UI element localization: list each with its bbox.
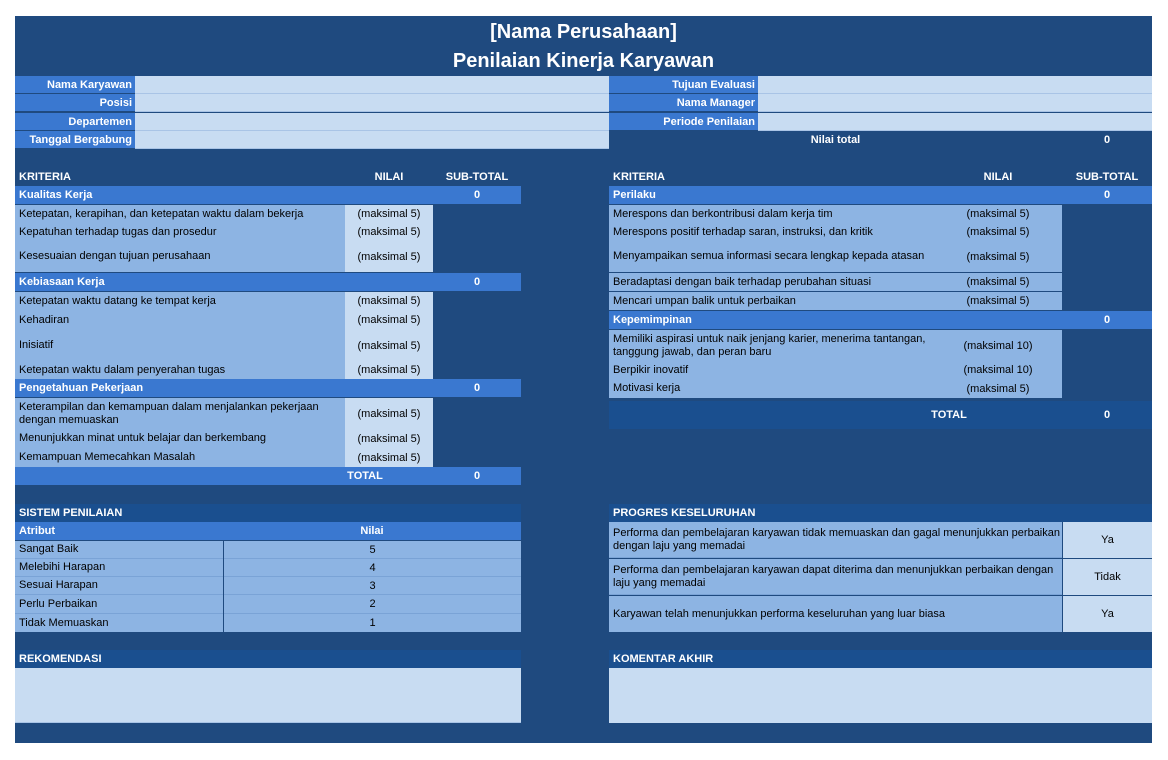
- label-employee-name: Nama Karyawan: [15, 76, 135, 94]
- recommendation-textarea[interactable]: [15, 668, 521, 723]
- criteria-row: [15, 429, 345, 448]
- score-input[interactable]: (maksimal 5): [345, 241, 433, 272]
- col-atribut: Atribut: [19, 525, 56, 537]
- position-field[interactable]: [135, 94, 609, 112]
- section-perilaku: [609, 186, 1152, 204]
- criteria-row: [15, 398, 345, 429]
- score-input[interactable]: (maksimal 5): [934, 241, 1062, 272]
- rating-label-text: Sesuai Harapan: [19, 579, 98, 591]
- left-col-nilai: NILAI: [374, 171, 404, 183]
- evaluation-period-field[interactable]: [758, 113, 1152, 131]
- score-input[interactable]: (maksimal 5): [345, 310, 433, 330]
- section-subtotal: 0: [473, 189, 481, 201]
- right-col-subtotal: SUB-TOTAL: [1075, 171, 1139, 183]
- total-label: TOTAL: [347, 470, 383, 482]
- label-department: Departemen: [15, 113, 135, 131]
- progress-statement-text: Performa dan pembelajaran karyawan tidak memuaskan dan gagal menunjukkan perbaikan dengan laju yang memadai: [613, 526, 1060, 552]
- company-name: [Nama Perusahaan]: [490, 21, 677, 43]
- score-input[interactable]: (maksimal 5): [345, 292, 433, 310]
- score-input[interactable]: (maksimal 5): [934, 223, 1062, 241]
- progress-statement: [609, 522, 1062, 558]
- section-subtotal: 0: [1103, 314, 1111, 326]
- criteria-row: [15, 361, 345, 379]
- section-subtotal: 0: [1103, 189, 1111, 201]
- right-col-kriteria: KRITERIA: [613, 171, 665, 183]
- right-col-nilai: NILAI: [983, 171, 1013, 183]
- criteria-row: [609, 273, 934, 291]
- label-manager-name: Nama Manager: [609, 94, 758, 112]
- criteria-row: [609, 361, 934, 379]
- total-score-label: Nilai total: [810, 134, 861, 146]
- criteria-label: Memiliki aspirasi untuk naik jenjang karier, menerima tantangan, tanggung jawab, dan peran baru: [613, 332, 926, 358]
- join-date-field[interactable]: [135, 131, 609, 149]
- progress-statement: [609, 559, 1062, 595]
- label-join-date: Tanggal Bergabung: [15, 131, 135, 149]
- score-input[interactable]: (maksimal 5): [345, 223, 433, 241]
- criteria-row: [609, 379, 934, 398]
- rating-label: [15, 595, 223, 614]
- rating-value: 3: [224, 577, 521, 595]
- recommendation-title: REKOMENDASI: [15, 650, 521, 668]
- criteria-row: [609, 223, 934, 241]
- rating-label: [15, 559, 223, 577]
- right-total-row: [609, 401, 1152, 429]
- section-subtotal: 0: [473, 276, 481, 288]
- section-name: Pengetahuan Pekerjaan: [19, 382, 144, 394]
- criteria-label: Motivasi kerja: [613, 382, 681, 394]
- section-kebiasaan-kerja: [15, 273, 521, 291]
- criteria-label: Keterampilan dan kemampuan dalam menjalankan pekerjaan dengan memuaskan: [19, 400, 319, 426]
- criteria-row: [15, 223, 345, 241]
- criteria-label: Inisiatif: [19, 339, 54, 351]
- score-input[interactable]: (maksimal 10): [934, 330, 1062, 361]
- criteria-label: Menyampaikan semua informasi secara lengkap kepada atasan: [613, 250, 925, 262]
- section-name: Kepemimpinan: [613, 314, 692, 326]
- left-total-row: [15, 467, 521, 485]
- total-score-value: 0: [1103, 134, 1111, 146]
- progress-answer[interactable]: Ya: [1063, 522, 1152, 558]
- criteria-label: Mencari umpan balik untuk perbaikan: [613, 294, 796, 307]
- left-col-subtotal: SUB-TOTAL: [445, 171, 509, 183]
- rating-system-title: SISTEM PENILAIAN: [15, 504, 521, 522]
- criteria-row: [15, 448, 345, 467]
- criteria-row: [609, 330, 934, 361]
- rating-value: 1: [224, 614, 521, 632]
- evaluation-purpose-field[interactable]: [758, 76, 1152, 94]
- section-pengetahuan-pekerjaan: [15, 379, 521, 397]
- score-input[interactable]: (maksimal 10): [934, 361, 1062, 379]
- section-name: Perilaku: [613, 189, 656, 201]
- rating-value: 5: [224, 541, 521, 559]
- col-nilai: Nilai: [360, 525, 384, 537]
- criteria-label: Kesesuaian dengan tujuan perusahaan: [19, 250, 211, 262]
- section-name: Kualitas Kerja: [19, 189, 93, 201]
- label-evaluation-period: Periode Penilaian: [609, 113, 758, 131]
- criteria-row: [15, 241, 345, 272]
- label-evaluation-purpose: Tujuan Evaluasi: [609, 76, 758, 94]
- rating-label: [15, 614, 223, 632]
- label-position: Posisi: [15, 94, 135, 112]
- criteria-row: [609, 241, 934, 272]
- score-input[interactable]: (maksimal 5): [934, 379, 1062, 398]
- final-comment-textarea[interactable]: [609, 668, 1152, 723]
- criteria-label: Ketepatan, kerapihan, dan ketepatan waktu dalam bekerja: [19, 207, 304, 220]
- rating-label: [15, 577, 223, 595]
- total-label: TOTAL: [931, 409, 967, 421]
- rating-header-row: [15, 522, 521, 540]
- progress-statement: [609, 596, 1062, 632]
- rating-label-text: Melebihi Harapan: [19, 561, 106, 573]
- section-subtotal: 0: [473, 382, 481, 394]
- score-input[interactable]: (maksimal 5): [345, 448, 433, 467]
- criteria-row: [15, 292, 345, 310]
- rating-label-text: Sangat Baik: [19, 543, 79, 555]
- score-input[interactable]: (maksimal 5): [345, 398, 433, 429]
- criteria-label: Kepatuhan terhadap tugas dan prosedur: [19, 225, 217, 238]
- criteria-row: [609, 205, 934, 223]
- employee-name-field[interactable]: [135, 76, 609, 94]
- total-value: 0: [473, 470, 481, 482]
- section-name: Kebiasaan Kerja: [19, 276, 105, 288]
- progress-answer[interactable]: Tidak: [1063, 559, 1152, 595]
- manager-name-field[interactable]: [758, 94, 1152, 112]
- rating-label: [15, 541, 223, 559]
- total-value: 0: [1103, 409, 1111, 421]
- appraisal-sheet: [15, 16, 1152, 743]
- score-input[interactable]: (maksimal 5): [345, 205, 433, 223]
- criteria-label: Ketepatan waktu dalam penyerahan tugas: [19, 363, 226, 376]
- score-input[interactable]: (maksimal 5): [345, 429, 433, 448]
- criteria-label: Berpikir inovatif: [613, 363, 689, 376]
- overall-progress-title: PROGRES KESELURUHAN: [609, 504, 1152, 522]
- criteria-label: Merespons positif terhadap saran, instruksi, dan kritik: [613, 225, 873, 238]
- section-kepemimpinan: [609, 311, 1152, 329]
- criteria-row: [609, 292, 934, 310]
- rating-label-text: Perlu Perbaikan: [19, 597, 98, 610]
- left-col-kriteria: KRITERIA: [19, 171, 71, 183]
- criteria-row: [15, 330, 345, 361]
- score-input[interactable]: (maksimal 5): [934, 292, 1062, 310]
- rating-value: 4: [224, 559, 521, 577]
- rating-value: 2: [224, 595, 521, 614]
- criteria-label: Beradaptasi dengan baik terhadap perubahan situasi: [613, 275, 872, 288]
- score-input[interactable]: (maksimal 5): [934, 205, 1062, 223]
- criteria-label: Merespons dan berkontribusi dalam kerja tim: [613, 207, 833, 220]
- score-input[interactable]: (maksimal 5): [345, 330, 433, 361]
- criteria-label: Kehadiran: [19, 313, 70, 326]
- department-field[interactable]: [135, 113, 609, 131]
- criteria-label: Ketepatan waktu datang ke tempat kerja: [19, 294, 216, 307]
- section-kualitas-kerja: [15, 186, 521, 204]
- criteria-row: [15, 310, 345, 330]
- criteria-label: Menunjukkan minat untuk belajar dan berkembang: [19, 432, 267, 444]
- criteria-row: [15, 205, 345, 223]
- progress-statement-text: Karyawan telah menunjukkan performa keseluruhan yang luar biasa: [613, 607, 946, 620]
- score-input[interactable]: (maksimal 5): [934, 273, 1062, 291]
- progress-statement-text: Performa dan pembelajaran karyawan dapat diterima dan menunjukkan perbaikan dengan laju yang memadai: [613, 563, 1054, 589]
- progress-answer[interactable]: Ya: [1063, 596, 1152, 632]
- criteria-label: Kemampuan Memecahkan Masalah: [19, 451, 196, 463]
- page-title: Penilaian Kinerja Karyawan: [452, 50, 715, 72]
- score-input[interactable]: (maksimal 5): [345, 361, 433, 379]
- rating-label-text: Tidak Memuaskan: [19, 616, 109, 629]
- final-comment-title: KOMENTAR AKHIR: [609, 650, 1152, 668]
